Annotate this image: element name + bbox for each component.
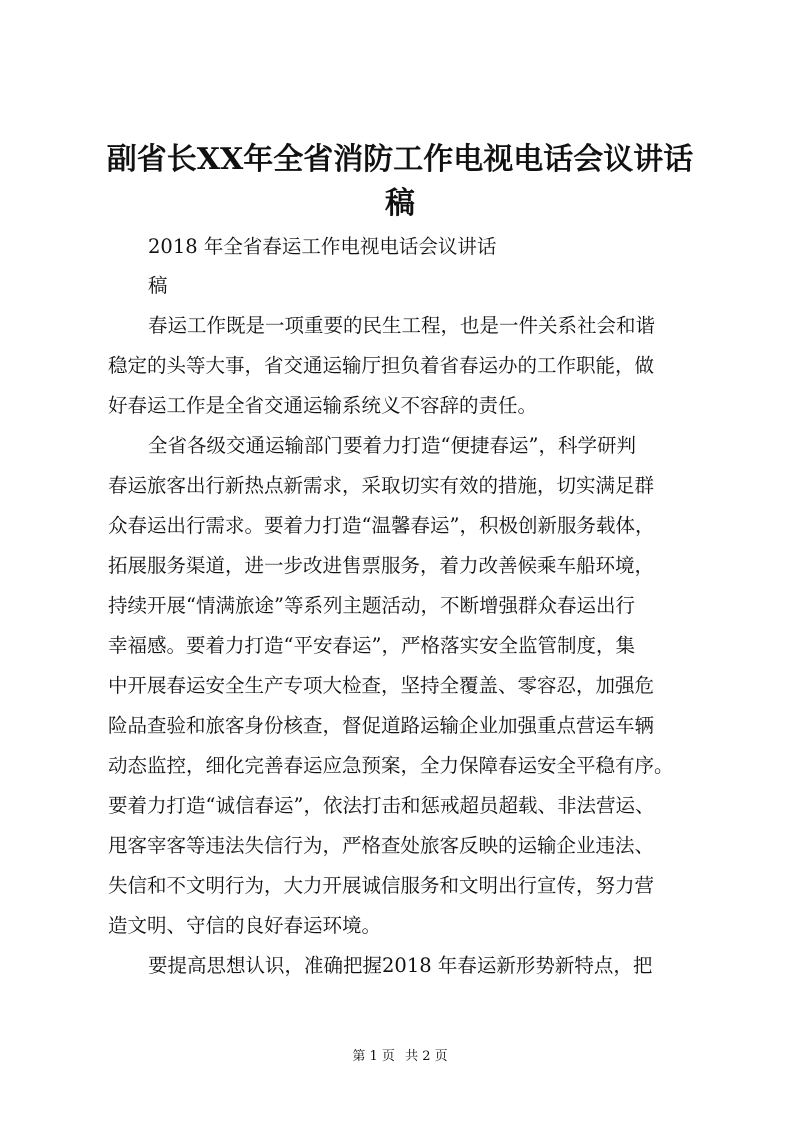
body-line: 造文明、守信的良好春运环境。 bbox=[108, 914, 382, 937]
body-line: 要提高思想认识，准确把握2018 年春运新形势新特点，把 bbox=[148, 954, 653, 977]
body-line: 甩客宰客等违法失信行为，严格查处旅客反映的运输企业违法、 bbox=[108, 834, 655, 857]
body-line: 动态监控，细化完善春运应急预案，全力保障春运安全平稳有序。 bbox=[108, 754, 674, 777]
document-title-line-2: 稿 bbox=[385, 186, 415, 221]
page-total: 共 2 页 bbox=[405, 1049, 448, 1064]
page-number: 第 1 页 bbox=[352, 1049, 395, 1064]
body-line: 幸福感。要着力打造“平安春运”，严格落实安全监管制度，集 bbox=[108, 634, 635, 657]
subtitle-line-2: 稿 bbox=[148, 274, 168, 297]
body-line: 失信和不文明行为，大力开展诚信服务和文明出行宣传，努力营 bbox=[108, 874, 655, 897]
body-line: 要着力打造“诚信春运”，依法打击和惩戒超员超载、非法营运、 bbox=[108, 794, 655, 817]
body-line: 好春运工作是全省交通运输系统义不容辞的责任。 bbox=[108, 394, 538, 417]
body-line: 稳定的头等大事，省交通运输厅担负着省春运办的工作职能，做 bbox=[108, 354, 655, 377]
subtitle-line-1: 2018 年全省春运工作电视电话会议讲话 bbox=[148, 235, 497, 258]
body-line: 春运工作既是一项重要的民生工程，也是一件关系社会和谐 bbox=[148, 314, 656, 337]
body-line: 持续开展“情满旅途”等系列主题活动，不断增强群众春运出行 bbox=[108, 594, 635, 617]
body-line: 险品查验和旅客身份核查，督促道路运输企业加强重点营运车辆 bbox=[108, 714, 655, 737]
body-line: 众春运出行需求。要着力打造“温馨春运”，积极创新服务载体， bbox=[108, 514, 655, 537]
body-line: 中开展春运安全生产专项大检查，坚持全覆盖、零容忍，加强危 bbox=[108, 674, 655, 697]
page-footer bbox=[0, 1048, 800, 1066]
body-line: 春运旅客出行新热点新需求，采取切实有效的措施，切实满足群 bbox=[108, 474, 655, 497]
document-title-line-1: 副省长XX年全省消防工作电视电话会议讲话 bbox=[106, 142, 694, 177]
body-line: 全省各级交通运输部门要着力打造“便捷春运”，科学研判 bbox=[148, 434, 636, 457]
body-line: 拓展服务渠道，进一步改进售票服务，着力改善候乘车船环境， bbox=[108, 554, 655, 577]
